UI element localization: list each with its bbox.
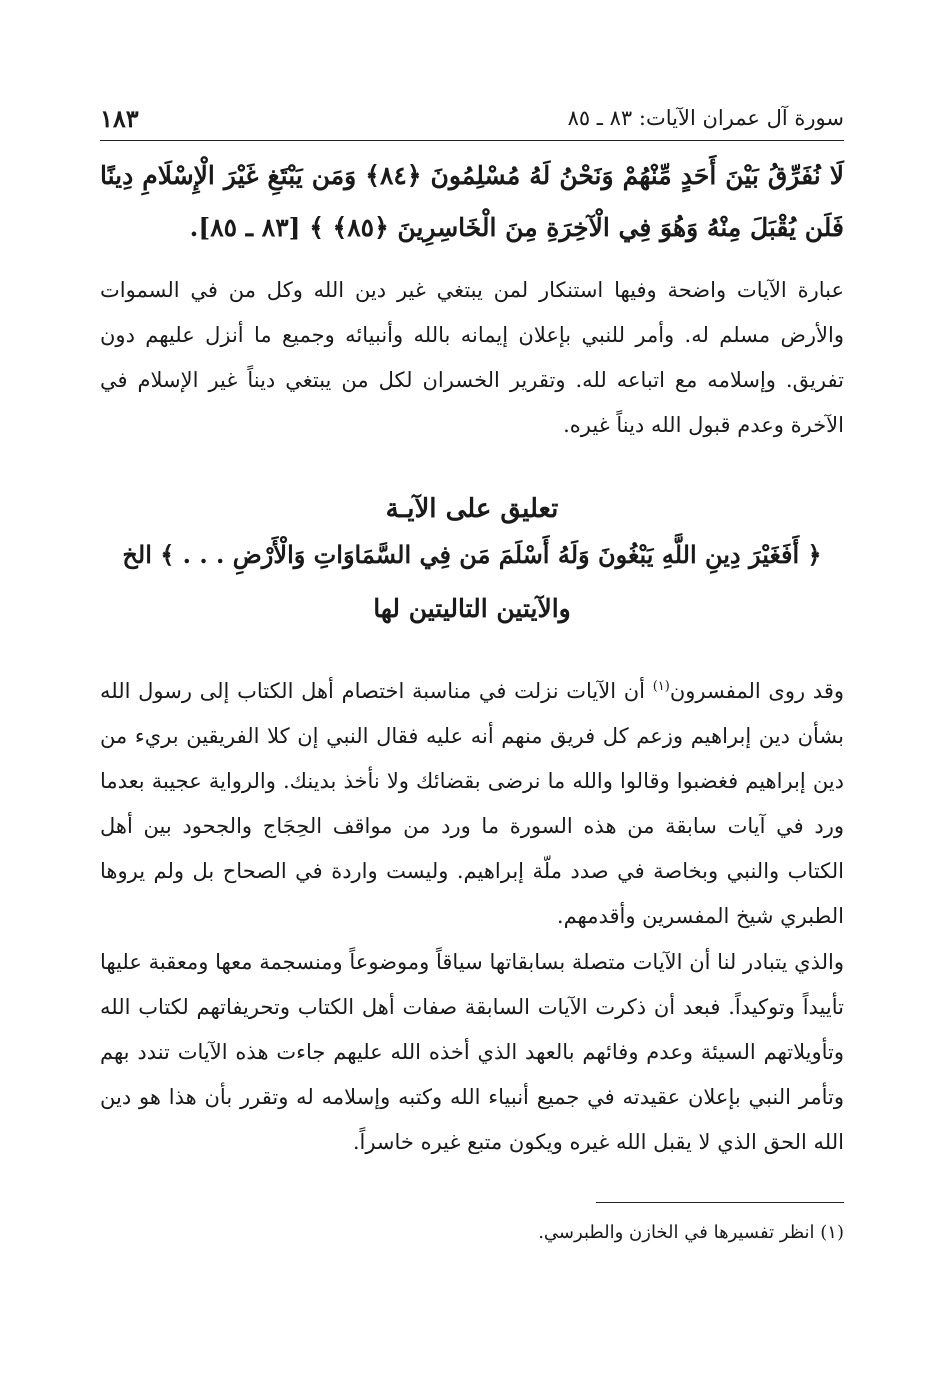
section-subheading: والآيتين التاليتين لها [373,594,571,623]
running-title: سورة آل عمران الآيات: ٨٣ ـ ٨٥ [567,106,844,130]
section-heading: تعليق على الآيـة [385,494,559,524]
section-verse: ﴿ أَفَغَيْرَ دِينِ اللَّهِ يَبْغُونَ وَلَهُ أَسْلَمَ مَن فِي السَّمَاوَاتِ وَالْأَرْضِ . . . ﴾ الخ [122,540,822,569]
footnote-divider [596,1202,844,1203]
footnote-text: انظر تفسيرها في الخازن والطبرسي. [538,1222,815,1243]
paragraph-commentary: والذي يتبادر لنا أن الآيات متصلة بسابقاتها سياقاً وموضوعاً ومنسجمة معها ومعقبة عليها تأييداً وتوكيداً. فبعد أن ذكرت الآيات السابقة صفات أهل الكتاب وتحريفاتهم لكتاب الله وتأويلاتهم السيئة وعدم وفائهم بالعهد الذي أخذه الله عليهم جاءت هذه الآيات تندد بهم وتأمر النبي بإعلان عقيدته في جميع أنبياء الله وكتبه وإسلامه له وتقرر بأن هذا هو دين الله الحق الذي لا يقبل الله غيره ويكون متبع غيره خاسراً. [100,950,844,1154]
narration-body: أن الآيات نزلت في مناسبة اختصام أهل الكتاب إلى رسول الله بشأن دين إبراهيم وزعم كل فريق منهم أنه عليه فقال النبي إن كلا الفريقين بريء من دين إبراهيم فغضبوا وقالوا والله ما نرضى بقضائك ولا نأخذ بدينك. والرواية عجيبة بعدما ورد في آيات سابقة من هذه السورة ما ورد من مواقف الحِجَاج والجحود بين أهل الكتاب والنبي وبخاصة في صدد ملّة إبراهيم. وليست واردة في الصحاح بل ولم يروها الطبري شيخ المفسرين وأقدمهم. [100,679,844,928]
footnote [100,1218,844,1248]
narration-intro: وقد روى المفسرون [669,679,844,703]
footnote-marker: (١) [820,1222,844,1243]
page-header [100,100,844,141]
page-number: ١٨٣ [100,104,139,133]
paragraph-explanation: عبارة الآيات واضحة وفيها استنكار لمن يبتغي غير دين الله وكل من في السموات والأرض مسلم له. وأمر للنبي بإعلان إيمانه بالله وأنبيائه وجميع ما أنزل عليهم دون تفريق. وإسلامه مع اتباعه لله. وتقرير الخسران لكل من يبتغي ديناً غير الإسلام في الآخرة وعدم قبول الله ديناً غيره. [100,278,844,437]
quran-verse-block: لَا نُفَرِّقُ بَيْنَ أَحَدٍ مِّنْهُمْ وَنَحْنُ لَهُ مُسْلِمُونَ ﴿٨٤﴾ وَمَن يَبْتَغِ غَيْرَ الْإِسْلَامِ دِينًا فَلَن يُقْبَلَ مِنْهُ وَهُوَ فِي الْآخِرَةِ مِنَ الْخَاسِرِينَ ﴿٨٥﴾ ﴾ [٨٣ ـ ٨٥]. [100,161,844,242]
paragraph-narration [100,664,844,939]
footnote-reference[interactable]: (١) [652,679,670,694]
